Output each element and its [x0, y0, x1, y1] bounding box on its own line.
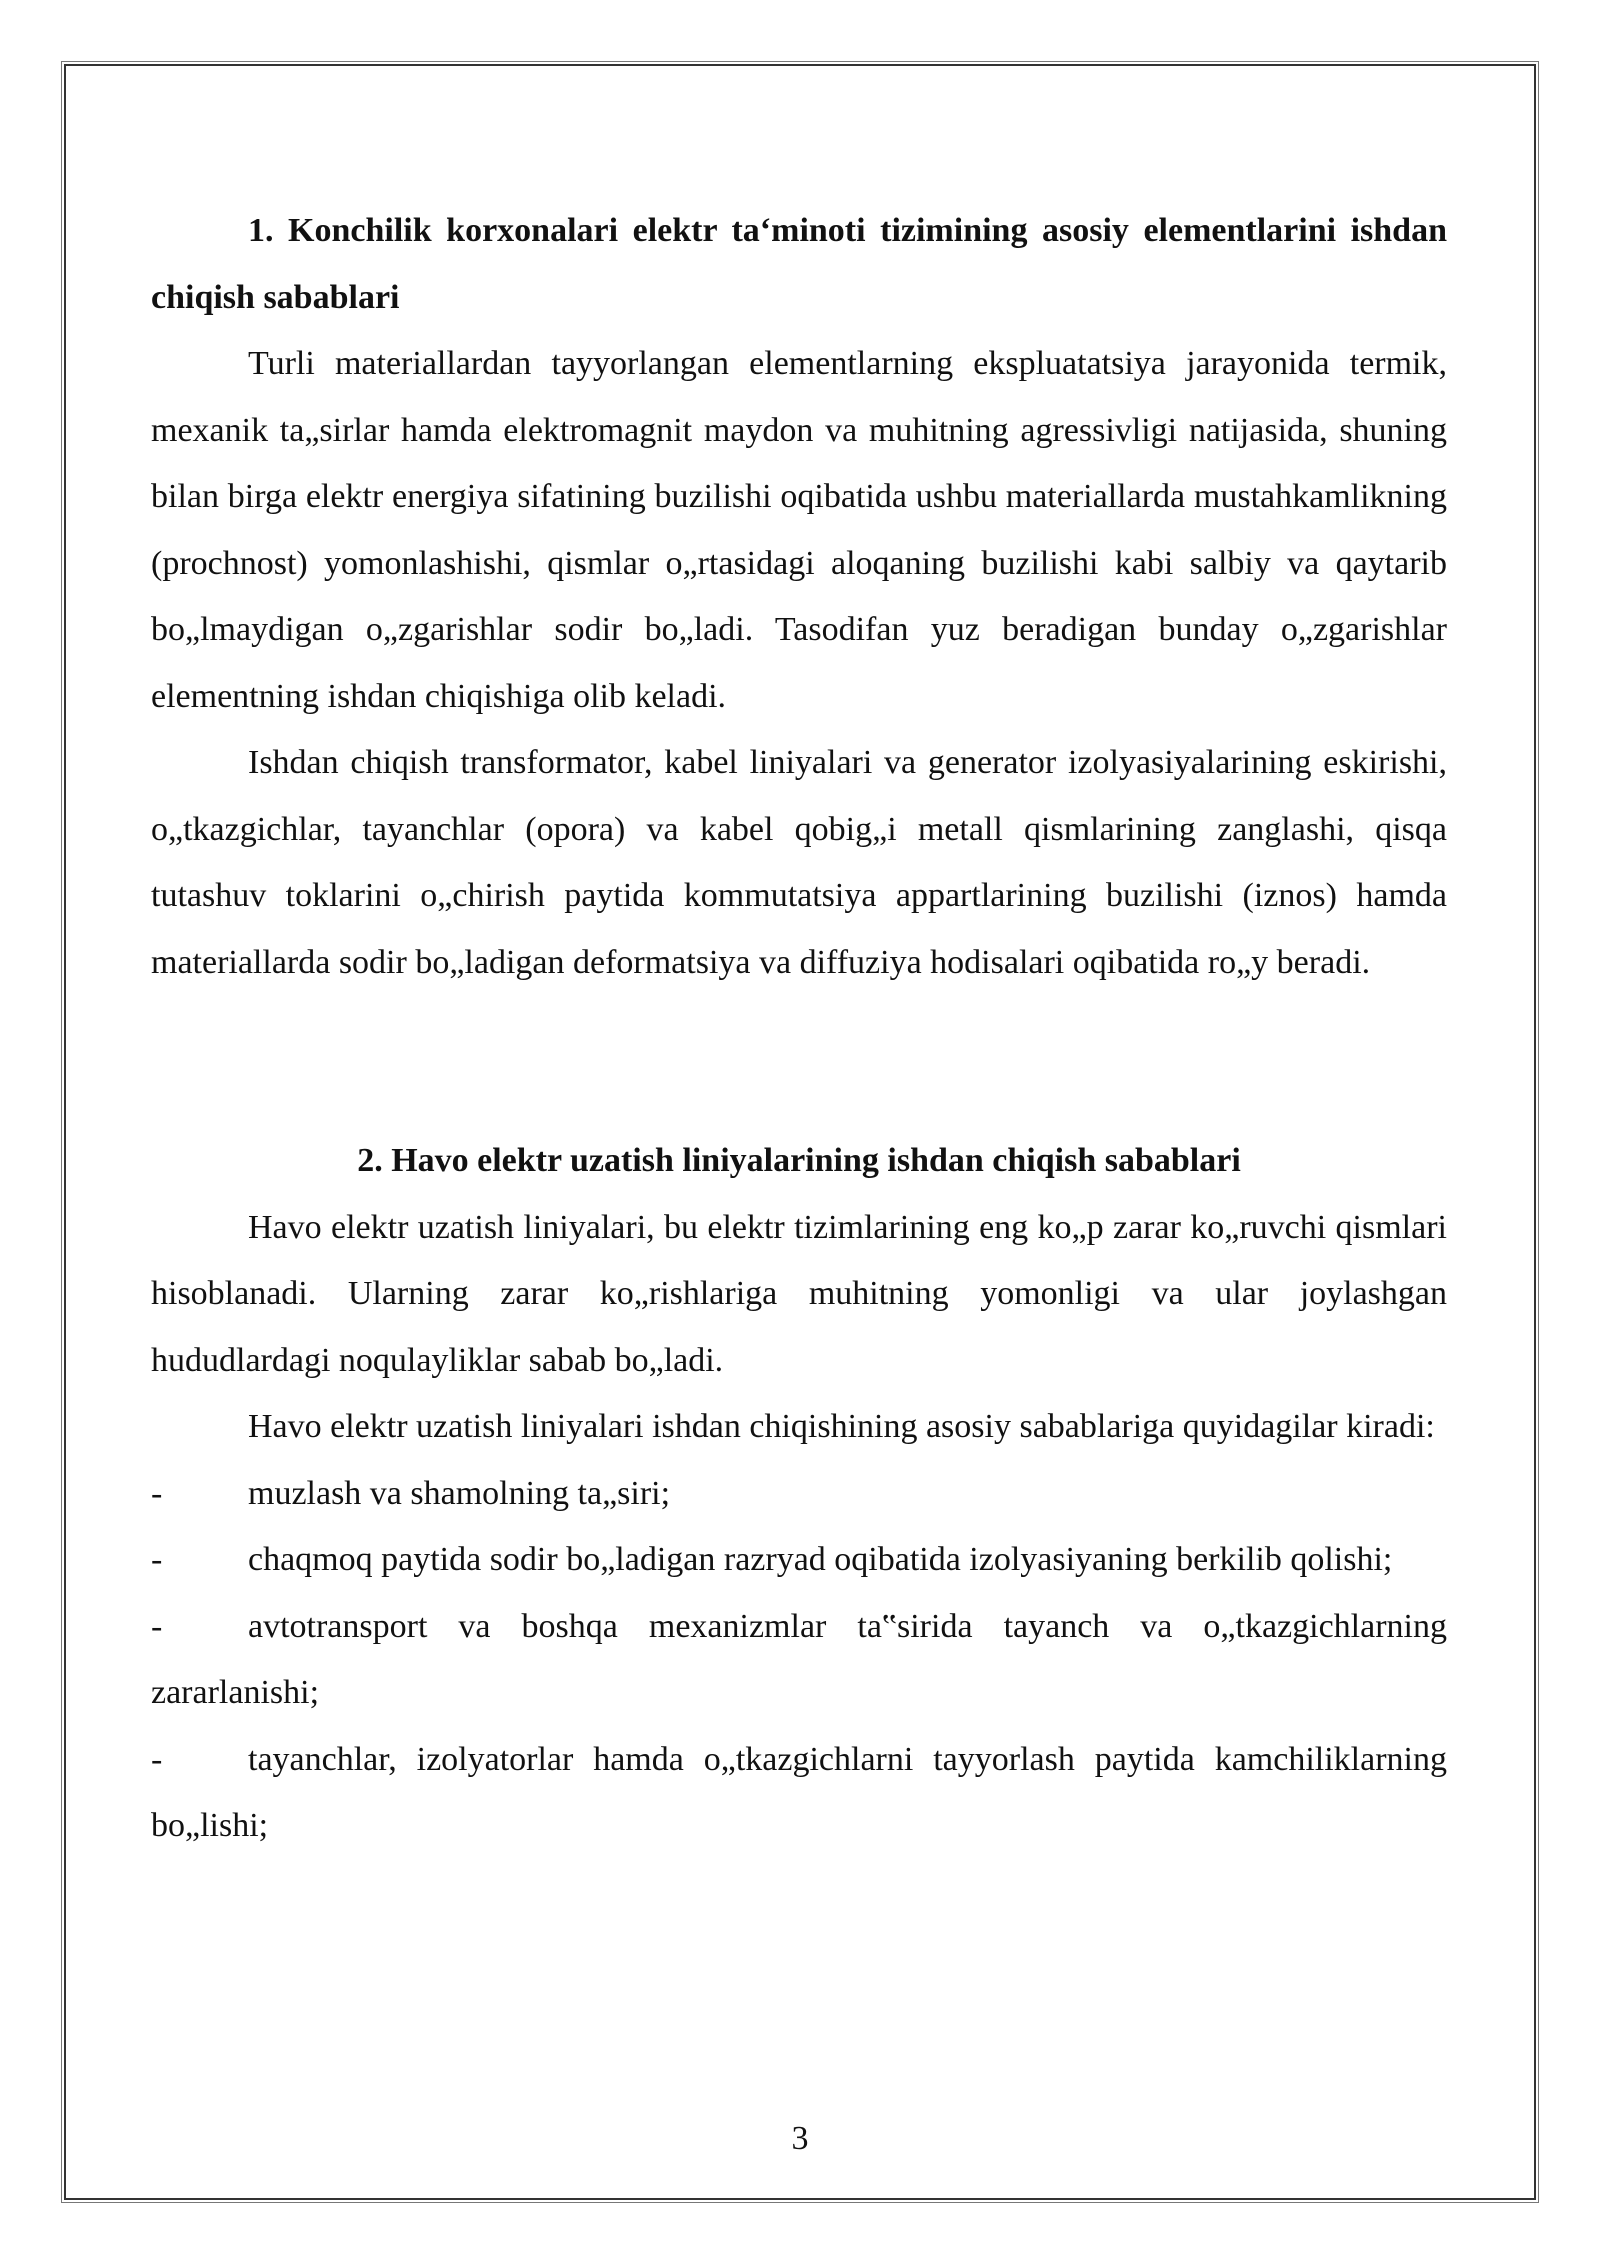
bullet-marker: - — [151, 1740, 163, 1778]
bullet-marker: - — [151, 1607, 163, 1645]
bullet-item — [151, 1461, 1447, 1528]
section-1-paragraph-1: Turli materiallardan tayyorlangan elementlarning ekspluatatsiya jarayonida termik, mexanik ta„sirlar hamda elektromagnit maydon va muhitning agressivligi natijasida, shuning bilan birga elektr energiya sifatining buzilishi oqibatida ushbu materiallarda mustahkamlikning (prochnost) yomonlashishi, qismlar o„rtasidagi aloqaning buzilishi kabi salbiy va qaytarib bo„lmaydigan o„zgarishlar sodir bo„ladi. Tasodifan yuz beradigan bunday o„zgarishlar elementning ishdan chiqishiga olib keladi. — [151, 345, 1447, 715]
bullet-item — [151, 1594, 1447, 1727]
section-1-heading-text: 1. Konchilik korxonalari elektr taʻminoti tizimining asosiy elementlarini ishdan chiqish sabablari — [151, 212, 1447, 316]
document-body — [151, 198, 1447, 1860]
bullet-text: muzlash va shamolning ta„siri; — [248, 1474, 671, 1512]
section-1-paragraph-2: Ishdan chiqish transformator, kabel liniyalari va generator izolyasiyalarining eskirishi, o„tkazgichlar, tayanchlar (opora) va kabel qobig„i metall qismlarining zanglashi, qisqa tutashuv toklarini o„chirish paytida kommutatsiya appartlarining buzilishi (iznos) hamda materiallarda sodir bo„ladigan deformatsiya va diffuziya hodisalari oqibatida ro„y beradi. — [151, 744, 1447, 981]
bullet-marker: - — [151, 1474, 163, 1512]
bullet-marker: - — [151, 1541, 163, 1578]
section-2-heading: 2. Havo elektr uzatish liniyalarining ishdan chiqish sabablari — [357, 1142, 1241, 1179]
bullet-text: avtotransport va boshqa mexanizmlar ta‟sirida tayanch va o„tkazgichlarning zararlanishi; — [151, 1607, 1447, 1711]
bullet-text: tayanchlar, izolyatorlar hamda o„tkazgichlarni tayyorlash paytida kamchiliklarning bo„lishi; — [151, 1740, 1447, 1844]
bullet-item — [151, 1727, 1447, 1860]
section-2-paragraph-1: Havo elektr uzatish liniyalari, bu elektr tizimlarining eng ko„p zarar ko„ruvchi qismlari hisoblanadi. Ularning zarar ko„rishlariga muhitning yomonligi va ular joylashgan hududlardagi noqulayliklar sabab bo„ladi. — [151, 1208, 1447, 1379]
section-1-heading — [54, 198, 1447, 331]
page-number: 3 — [791, 2120, 809, 2157]
bullet-text: chaqmoq paytida sodir bo„ladigan razryad oqibatida izolyasiyaning berkilib qolishi; — [248, 1541, 1393, 1578]
bullet-item — [151, 1527, 1447, 1594]
section-2-paragraph-2: Havo elektr uzatish liniyalari ishdan chiqishining asosiy sabablariga quyidagilar kiradi: — [248, 1408, 1435, 1445]
